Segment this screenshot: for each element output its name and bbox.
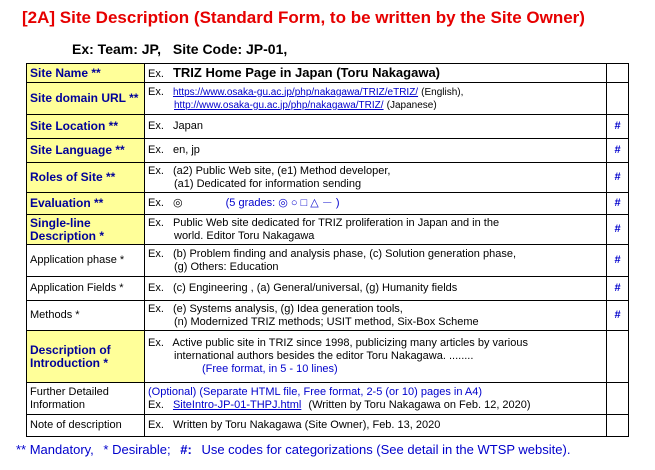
row-site-language bbox=[27, 139, 629, 163]
value-note bbox=[145, 415, 607, 437]
ex-prefix: Ex. bbox=[148, 247, 164, 260]
value-site-language bbox=[145, 139, 607, 163]
footer-codes: Use codes for categorizations (See detail in the WTSP website). bbox=[201, 442, 571, 457]
evaluation-grades: (5 grades: ◎ ○ □ △ － ) bbox=[225, 197, 340, 209]
value-intro bbox=[145, 331, 607, 383]
code-single-line: # bbox=[607, 215, 629, 245]
ex-prefix: Ex. bbox=[148, 337, 164, 349]
label-site-url: Site domain URL ** bbox=[27, 83, 145, 115]
code-app-fields: # bbox=[607, 277, 629, 301]
single-line-line1: Public Web site dedicated for TRIZ proliferation in Japan and in the bbox=[172, 216, 500, 229]
label-further: Further Detailed Information bbox=[27, 383, 145, 415]
value-site-name bbox=[145, 64, 607, 83]
app-fields-value: (c) Engineering , (a) General/universal, (g) Humanity fields bbox=[172, 282, 458, 294]
label-app-fields: Application Fields * bbox=[27, 277, 145, 301]
ex-prefix: Ex. bbox=[148, 398, 164, 411]
methods-line2: (n) Modernized TRIZ methods; USIT method, Six-Box Scheme bbox=[174, 315, 479, 328]
label-site-location: Site Location ** bbox=[27, 115, 145, 139]
label-evaluation: Evaluation ** bbox=[27, 193, 145, 215]
ex-prefix: Ex. bbox=[148, 302, 164, 315]
ex-prefix: Ex. bbox=[148, 67, 164, 80]
further-line1: (Optional) (Separate HTML file, Free format, 2-5 (or 10) pages in A4) bbox=[148, 385, 483, 398]
site-language-value: en, jp bbox=[172, 144, 200, 156]
value-site-location bbox=[145, 115, 607, 139]
row-site-location bbox=[27, 115, 629, 139]
row-site-name bbox=[27, 64, 629, 83]
label-app-phase: Application phase * bbox=[27, 245, 145, 277]
site-location-value: Japan bbox=[172, 120, 203, 132]
label-methods: Methods * bbox=[27, 301, 145, 331]
intro-line2: international authors besides the editor Toru Nakagawa. ........ bbox=[174, 350, 474, 362]
code-evaluation: # bbox=[607, 193, 629, 215]
intro-line3: (Free format, in 5 - 10 lines) bbox=[202, 363, 338, 375]
url-japanese-note: (Japanese) bbox=[386, 99, 437, 111]
roles-line1: (a2) Public Web site, (e1) Method developer, bbox=[172, 164, 391, 177]
row-roles bbox=[27, 163, 629, 193]
label-roles: Roles of Site ** bbox=[27, 163, 145, 193]
row-evaluation bbox=[27, 193, 629, 215]
site-description-table bbox=[26, 63, 629, 437]
evaluation-value: ◎ bbox=[172, 197, 183, 209]
code-methods: # bbox=[607, 301, 629, 331]
example-team: Ex: Team: JP, bbox=[72, 41, 161, 57]
url-english-link[interactable]: https://www.osaka-gu.ac.jp/php/nakagawa/TRIZ/eTRIZ/ bbox=[172, 86, 419, 98]
row-further bbox=[27, 383, 629, 415]
code-site-name bbox=[607, 64, 629, 83]
row-app-phase bbox=[27, 245, 629, 277]
single-line-line2: world. Editor Toru Nakagawa bbox=[174, 229, 315, 242]
example-site-code: Site Code: JP-01, bbox=[172, 41, 288, 57]
footer-desirable: * Desirable; bbox=[103, 442, 171, 457]
code-app-phase: # bbox=[607, 245, 629, 277]
ex-prefix: Ex. bbox=[148, 144, 164, 156]
app-phase-line1: (b) Problem finding and analysis phase, (c) Solution generation phase, bbox=[172, 247, 517, 260]
ex-prefix: Ex. bbox=[148, 216, 164, 229]
code-site-url bbox=[607, 83, 629, 115]
code-further bbox=[607, 383, 629, 415]
intro-line1: Active public site in TRIZ since 1998, publicizing many articles by various bbox=[172, 337, 528, 349]
value-single-line bbox=[145, 215, 607, 245]
code-roles: # bbox=[607, 163, 629, 193]
ex-prefix: Ex. bbox=[148, 120, 164, 132]
code-site-location: # bbox=[607, 115, 629, 139]
code-site-language: # bbox=[607, 139, 629, 163]
value-roles bbox=[145, 163, 607, 193]
ex-prefix: Ex. bbox=[148, 197, 164, 209]
footer-hash: #: bbox=[180, 442, 192, 457]
row-intro bbox=[27, 331, 629, 383]
ex-prefix: Ex. bbox=[148, 419, 164, 431]
row-single-line bbox=[27, 215, 629, 245]
label-site-name: Site Name ** bbox=[27, 64, 145, 83]
value-app-phase bbox=[145, 245, 607, 277]
app-phase-line2: (g) Others: Education bbox=[174, 260, 279, 273]
footer-mandatory: ** Mandatory, bbox=[16, 442, 94, 457]
code-intro bbox=[607, 331, 629, 383]
value-methods bbox=[145, 301, 607, 331]
ex-prefix: Ex. bbox=[148, 164, 164, 177]
code-note bbox=[607, 415, 629, 437]
footer-legend bbox=[16, 442, 570, 457]
row-note bbox=[27, 415, 629, 437]
value-further bbox=[145, 383, 607, 415]
url-japanese-link[interactable]: http://www.osaka-gu.ac.jp/php/nakagawa/TRIZ/ bbox=[174, 99, 384, 111]
label-single-line: Single-line Description * bbox=[27, 215, 145, 245]
value-site-url bbox=[145, 83, 607, 115]
ex-prefix: Ex. bbox=[148, 85, 164, 98]
value-app-fields bbox=[145, 277, 607, 301]
example-team-code bbox=[72, 41, 295, 57]
further-note: (Written by Toru Nakagawa on Feb. 12, 2020) bbox=[308, 398, 531, 411]
label-note: Note of description bbox=[27, 415, 145, 437]
row-site-url bbox=[27, 83, 629, 115]
form-title: [2A] Site Description (Standard Form, to be written by the Site Owner) bbox=[22, 8, 585, 27]
url-english-note: (English), bbox=[421, 86, 464, 98]
row-methods bbox=[27, 301, 629, 331]
further-html-link[interactable]: SiteIntro-JP-01-THPJ.html bbox=[172, 398, 302, 411]
label-intro: Description of Introduction * bbox=[27, 331, 145, 383]
value-evaluation bbox=[145, 193, 607, 215]
ex-prefix: Ex. bbox=[148, 282, 164, 294]
methods-line1: (e) Systems analysis, (g) Idea generation tools, bbox=[172, 302, 403, 315]
label-site-language: Site Language ** bbox=[27, 139, 145, 163]
site-name-value: TRIZ Home Page in Japan (Toru Nakagawa) bbox=[172, 64, 441, 80]
row-app-fields bbox=[27, 277, 629, 301]
roles-line2: (a1) Dedicated for information sending bbox=[174, 177, 362, 190]
note-value: Written by Toru Nakagawa (Site Owner), Feb. 13, 2020 bbox=[172, 419, 441, 431]
